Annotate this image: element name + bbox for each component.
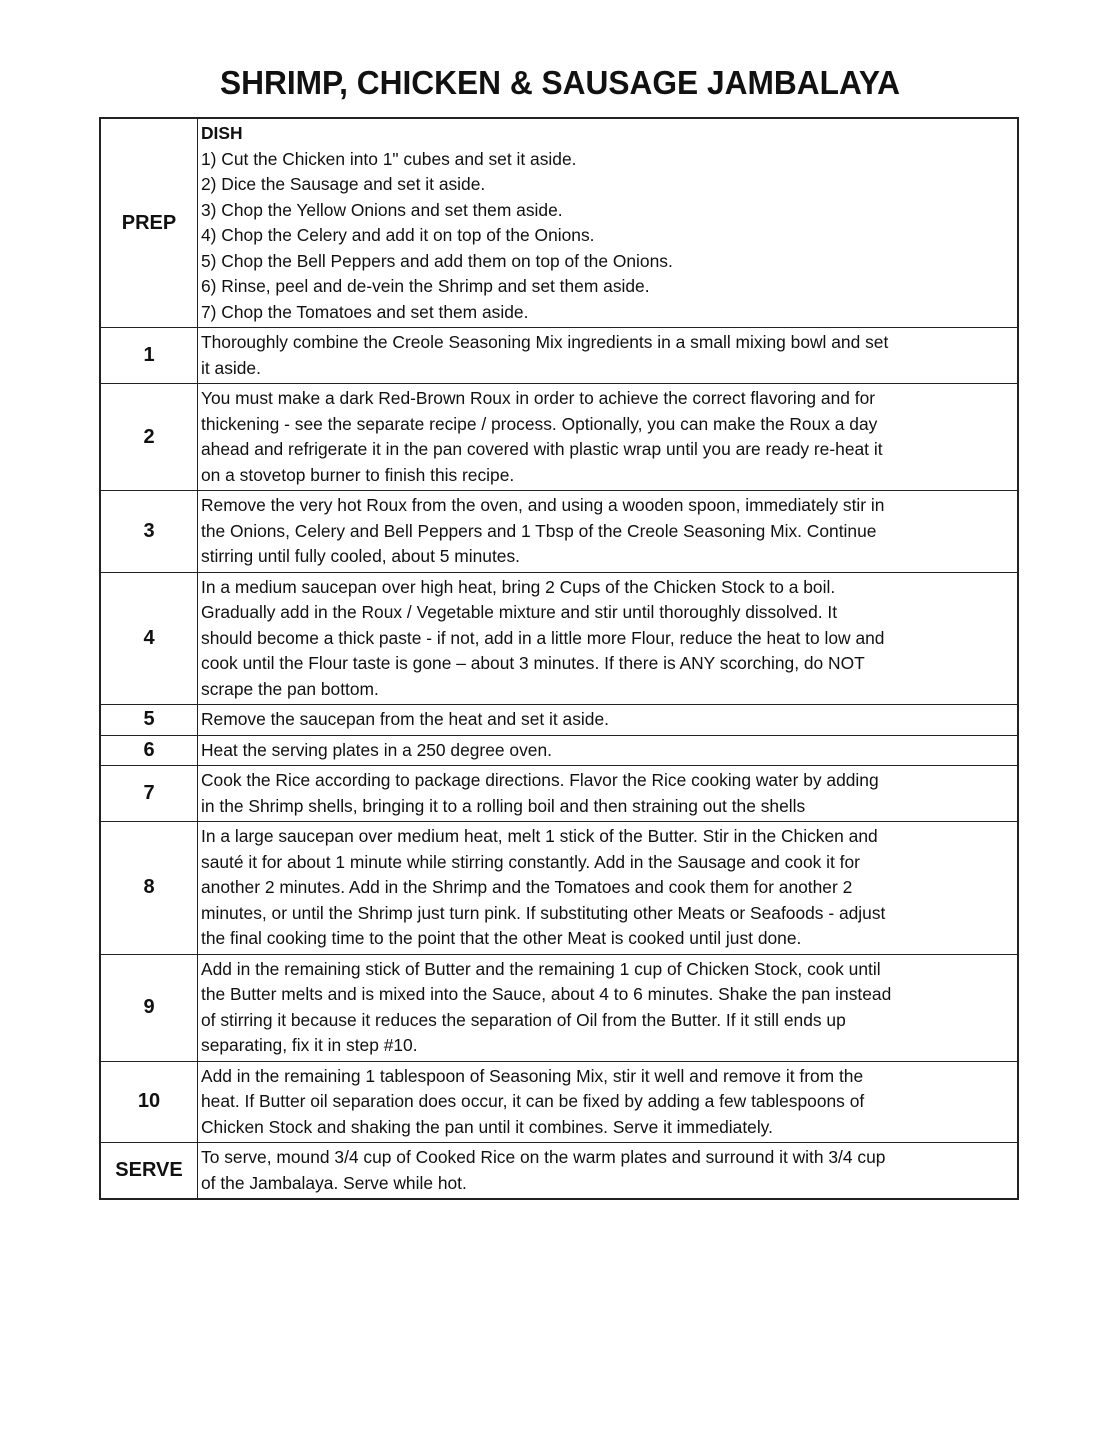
step-row [100,1143,1018,1200]
instruction-line: You must make a dark Red-Brown Roux in order to achieve the correct flavoring and for [201,388,876,408]
instruction-line: thickening - see the separate recipe / process. Optionally, you can make the Roux a day [201,413,878,434]
instruction-line: 6) Rinse, peel and de-vein the Shrimp and set them aside. [201,276,650,296]
step-row [100,705,1018,736]
instruction-line: 4) Chop the Celery and add it on top of the Onions. [201,225,595,245]
instruction-line: 5) Chop the Bell Peppers and add them on top of the Onions. [201,250,673,271]
step-instructions [198,491,1019,573]
step-label: 8 [100,822,198,955]
instruction-line: on a stovetop burner to finish this recipe. [201,464,515,485]
step-instructions [198,118,1019,328]
instruction-line: Remove the very hot Roux from the oven, and using a wooden spoon, immediately stir in [201,495,885,515]
instruction-line: sauté it for about 1 minute while stirring constantly. Add in the Sausage and cook it for [201,851,860,872]
step-label: 6 [100,735,198,766]
instruction-line: should become a thick paste - if not, add in a little more Flour, reduce the heat to low and [201,627,885,648]
instruction-line: another 2 minutes. Add in the Shrimp and the Tomatoes and cook them for another 2 [201,877,853,897]
instruction-line: In a medium saucepan over high heat, bring 2 Cups of the Chicken Stock to a boil. [201,576,836,597]
step-row [100,572,1018,705]
step-row [100,491,1018,573]
step-instructions [198,705,1019,736]
step-row [100,1061,1018,1143]
step-row [100,118,1018,328]
step-label: 2 [100,384,198,491]
instruction-line: In a large saucepan over medium heat, melt 1 stick of the Butter. Stir in the Chicken and [201,826,878,846]
step-instructions [198,1143,1019,1200]
step-label: PREP [100,118,198,328]
step-row [100,735,1018,766]
step-instructions [198,1061,1019,1143]
instruction-line: of the Jambalaya. Serve while hot. [201,1172,467,1193]
step-label: 4 [100,572,198,705]
step-row [100,766,1018,822]
instruction-line: 2) Dice the Sausage and set it aside. [201,174,486,194]
instruction-line: scrape the pan bottom. [201,678,379,699]
instruction-line: minutes, or until the Shrimp just turn pink. If substituting other Meats or Seafoods - adjust [201,902,886,923]
instruction-line: heat. If Butter oil separation does occur, it can be fixed by adding a few tablespoons of [201,1091,865,1111]
instruction-line: To serve, mound 3/4 cup of Cooked Rice on the warm plates and surround it with 3/4 cup [201,1147,886,1167]
recipe-steps-table [99,117,1019,1200]
step-label: 7 [100,766,198,822]
instruction-line: 7) Chop the Tomatoes and set them aside. [201,301,529,322]
step-label: SERVE [100,1143,198,1200]
instruction-line: the final cooking time to the point that the other Meat is cooked until just done. [201,928,802,948]
instruction-line: in the Shrimp shells, bringing it to a rolling boil and then straining out the shells [201,795,806,816]
instruction-line: Add in the remaining stick of Butter and the remaining 1 cup of Chicken Stock, cook until [201,958,881,979]
instruction-line: Cook the Rice according to package directions. Flavor the Rice cooking water by adding [201,770,879,790]
step-row [100,328,1018,384]
step-label: 3 [100,491,198,573]
instruction-line: Chicken Stock and shaking the pan until it combines. Serve it immediately. [201,1116,773,1137]
step-label: 1 [100,328,198,384]
step-instructions [198,328,1019,384]
step-instructions [198,822,1019,955]
instruction-line: stirring until fully cooled, about 5 minutes. [201,546,520,566]
instruction-line: ahead and refrigerate it in the pan covered with plastic wrap until you are ready re-heat it [201,439,883,459]
recipe-title: SHRIMP, CHICKEN & SAUSAGE JAMBALAYA [219,64,901,101]
instruction-line: Thoroughly combine the Creole Seasoning Mix ingredients in a small mixing bowl and set [201,332,889,352]
step-label: 9 [100,954,198,1061]
step-instructions [198,954,1019,1061]
instruction-line: separating, fix it in step #10. [201,1035,418,1055]
step-heading: DISH [201,123,243,143]
step-row [100,384,1018,491]
step-instructions [198,572,1019,705]
instruction-line: Remove the saucepan from the heat and set it aside. [201,709,609,729]
step-row [100,822,1018,955]
instruction-line: of stirring it because it reduces the separation of Oil from the Butter. If it still ends up [201,1009,846,1030]
instruction-line: Add in the remaining 1 tablespoon of Seasoning Mix, stir it well and remove it from the [201,1065,864,1086]
step-row [100,954,1018,1061]
instruction-line: the Butter melts and is mixed into the Sauce, about 4 to 6 minutes. Shake the pan instead [201,984,892,1004]
step-label: 10 [100,1061,198,1143]
step-instructions [198,735,1019,766]
instruction-line: Heat the serving plates in a 250 degree oven. [201,739,552,760]
instruction-line: 3) Chop the Yellow Onions and set them aside. [201,199,563,220]
step-instructions [198,766,1019,822]
instruction-line: it aside. [201,357,261,378]
instruction-line: Gradually add in the Roux / Vegetable mixture and stir until thoroughly dissolved. It [201,602,838,622]
step-instructions [198,384,1019,491]
instruction-line: cook until the Flour taste is gone – about 3 minutes. If there is ANY scorching, do NOT [201,653,865,673]
steps-body [100,118,1018,1199]
instruction-line: 1) Cut the Chicken into 1" cubes and set it aside. [201,148,577,169]
instruction-line: the Onions, Celery and Bell Peppers and 1 Tbsp of the Creole Seasoning Mix. Continue [201,520,877,541]
step-label: 5 [100,705,198,736]
